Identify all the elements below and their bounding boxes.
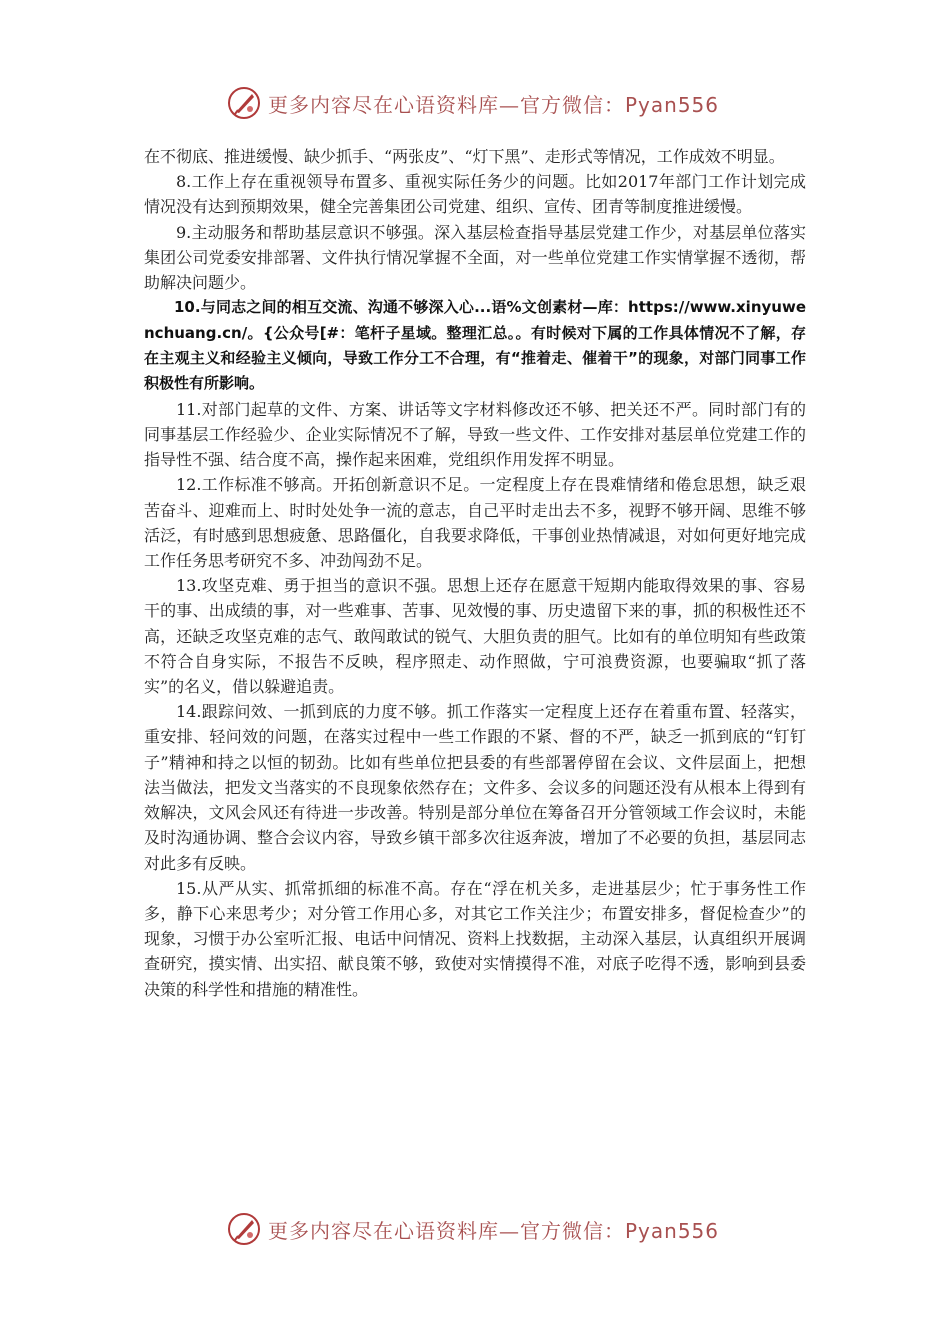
paragraph-item-9: 9.主动服务和帮助基层意识不够强。深入基层检查指导基层党建工作少，对基层单位落实集团公司党委安排部署、文件执行情况掌握不全面，对一些单位党建工作实情掌握不透彻，帮助解决问题少。 [144, 222, 806, 293]
quill-logo-icon [226, 1211, 262, 1247]
banner-text: 更多内容尽在心语资料库—官方微信：Pyan556 [268, 1218, 720, 1243]
footer-banner [226, 1209, 746, 1249]
paragraph-item-11: 11.对部门起草的文件、方案、讲话等文字材料修改还不够、把关还不严。同时部门有的同事基层工作经验少、企业实际情况不了解，导致一些文件、工作安排对基层单位党建工作的指导性不强、结合度不高，操作起来困难，党组织作用发挥不明显。 [144, 399, 806, 470]
paragraph-item-10: 10.与同志之间的相互交流、沟通不够深入心...语%文创素材—库：https://www.xinyuwenchuang.cn/。{公众号[#：笔杆子星域。整理汇总。。有时候对下属的工作具体情况不了解，存在主观主义和经验主义倾向，导致工作分工不合理，有“推着走、催着干”的现象，对部门同事工作积极性有所影响。 [144, 298, 806, 393]
wechat-id: Pyan556 [625, 1218, 720, 1243]
paragraph-item-12: 12.工作标准不够高。开拓创新意识不足。一定程度上存在畏难情绪和倦怠思想，缺乏艰苦奋斗、迎难而上、时时处处争一流的意志，自己平时走出去不多，视野不够开阔、思维不够活泛，有时感到思想疲惫、思路僵化，自我要求降低，干事创业热情减退，对如何更好地完成工作任务思考研究不多、冲劲闯劲不足。 [144, 475, 806, 571]
paragraph-item-14: 14.跟踪问效、一抓到底的力度不够。抓工作落实一定程度上还存在着重布置、轻落实，重安排、轻问效的问题，在落实过程中一些工作跟的不紧、督的不严，缺乏一抓到底的“钉钉子”精神和持之以恒的韧劲。比如有些单位把县委的有些部署停留在会议、文件层面上，把想法当做法，把发文当落实的不良现象依然存在；文件多、会议多的问题还没有从根本上得到有效解决，文风会风还有待进一步改善。特别是部分单位在筹备召开分管领域工作会议时，未能及时沟通协调、整合会议内容，导致乡镇干部多次往返奔波，增加了不必要的负担，基层同志对此多有反映。 [144, 702, 806, 873]
paragraph-continued: 在不彻底、推进缓慢、缺少抓手、“两张皮”、“灯下黑”、走形式等情况，工作成效不明显。 [144, 147, 785, 166]
banner-text: 更多内容尽在心语资料库—官方微信：Pyan556 [268, 92, 720, 117]
paragraph-item-15: 15.从严从实、抓常抓细的标准不高。存在“浮在机关多，走进基层少；忙于事务性工作多，静下心来思考少；对分管工作用心多，对其它工作关注少；布置安排多，督促检查少”的现象，习惯于办公室听汇报、电话中问情况、资料上找数据，主动深入基层，认真组织开展调查研究，摸实情、出实招、献良策不够，致使对实情摸得不准，对底子吃得不透，影响到县委决策的科学性和措施的精准性。 [144, 878, 806, 999]
paragraph-item-13: 13.攻坚克难、勇于担当的意识不强。思想上还存在愿意干短期内能取得效果的事、容易干的事、出成绩的事，对一些难事、苦事、见效慢的事、历史遗留下来的事，抓的积极性还不高，还缺乏攻坚克难的志气、敢闯敢试的锐气、大胆负责的胆气。比如有的单位明知有些政策不符合自身实际，不报告不反映，程序照走、动作照做，宁可浪费资源，也要骗取“抓了落实”的名义，借以躲避追责。 [144, 576, 806, 697]
paragraph-item-8: 8.工作上存在重视领导布置多、重视实际任务少的问题。比如2017年部门工作计划完成情况没有达到预期效果，健全完善集团公司党建、组织、宣传、团青等制度推进缓慢。 [144, 172, 806, 217]
header-banner [226, 83, 746, 123]
wechat-id: Pyan556 [625, 92, 720, 117]
document-body [144, 144, 806, 1002]
quill-logo-icon [226, 85, 262, 121]
